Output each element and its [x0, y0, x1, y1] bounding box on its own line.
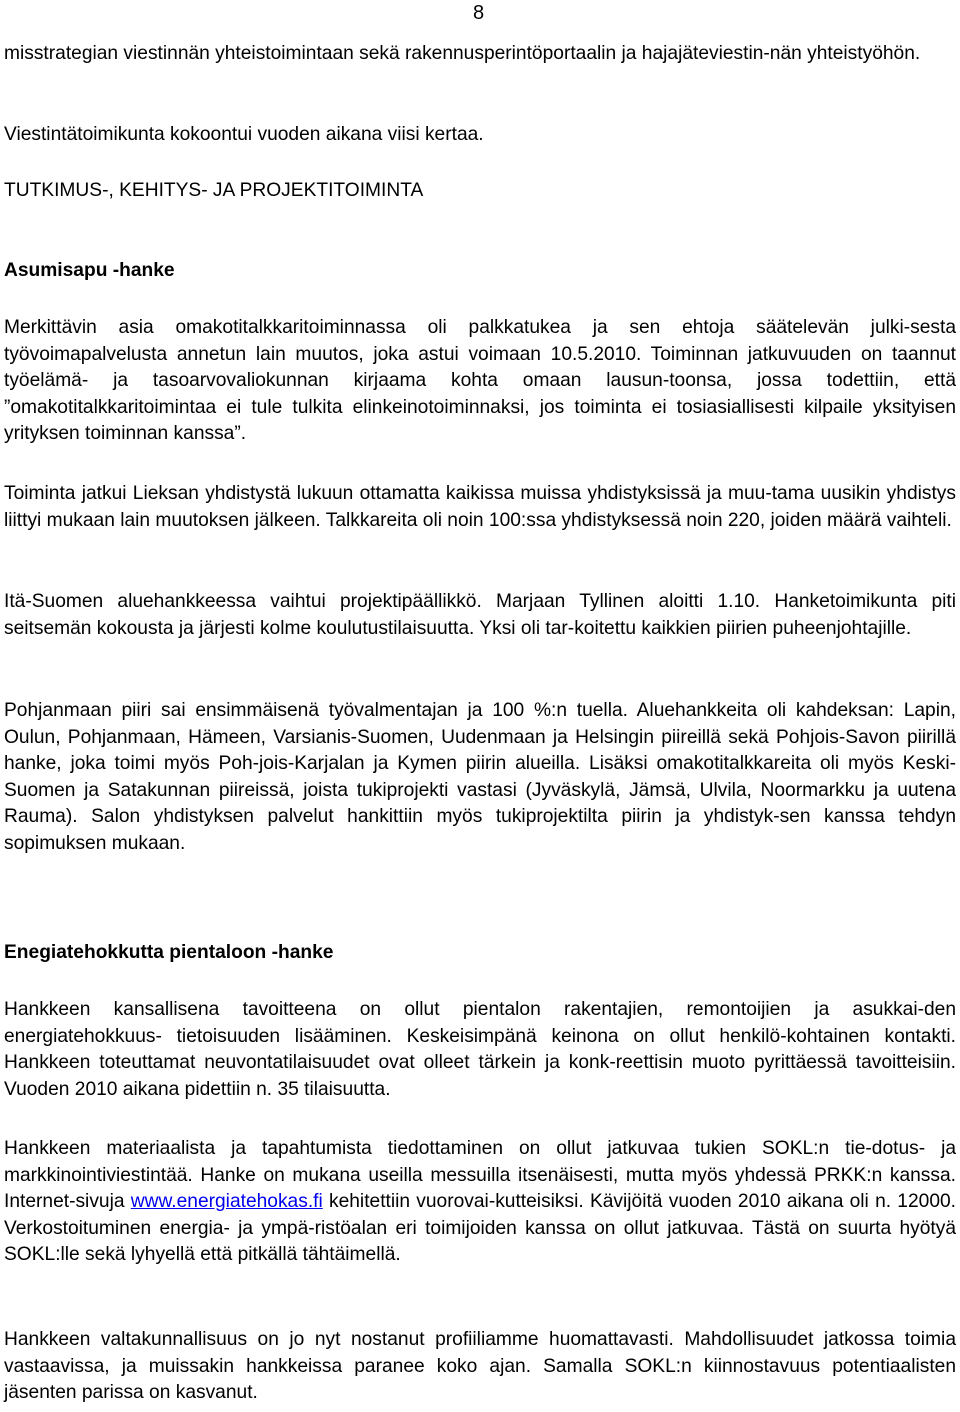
energia-title: Enegiatehokkutta pientaloon -hanke: [4, 942, 334, 963]
asumisapu-paragraph: Pohjanmaan piiri sai ensimmäisenä työvalmentajan ja 100 %:n tuella. Aluehankkeita oli kahdeksan: Lapin, Oulun, Pohjanmaan, Hämeen, Varsianis-Suomen, Uudenmaan ja Helsingin piireillä sekä Pohjois-Savon piirillä hanke, joka toimi myös Poh-jois-Karjalan ja Kymen piirin alueilla. Lisäksi omakotitalkkareita oli myös Keski-Suomen ja Satakunnan piireissä, joista tukiprojekti vastasi (Jyväskylä, Jämsä, Ulvila, Noormarkku ja uutena Rauma). Salon yhdistyksen palvelut hankittiin myös tukiprojektilta piirin ja yhdistyk-sen kanssa tehdyn sopimuksen mukaan.: [4, 700, 956, 854]
intro-paragraph: Viestintätoimikunta kokoontui vuoden aikana viisi kertaa.: [4, 124, 484, 145]
energia-paragraph: [4, 1136, 956, 1269]
asumisapu-paragraph: Toiminta jatkui Lieksan yhdistystä lukuun ottamatta kaikissa muissa yhdistyksissä ja muu-tama uusikin yhdistys liittyi mukaan lain muutoksen jälkeen. Talkkareita oli noin 100:ssa yhdistyksessä noin 220, joiden määrä vaihteli.: [4, 483, 956, 531]
energia-paragraph: Hankkeen valtakunnallisuus on jo nyt nostanut profiiliamme huomattavasti. Mahdollisuudet jatkossa toimia vastaavissa, ja muissakin hankkeissa paranee koko ajan. Samalla SOKL:n kiinnostavuus potentiaalisten jäsenten parissa on kasvanut.: [4, 1329, 956, 1404]
energia-text: Hankkeen materiaalista ja tapahtumista tiedottaminen on ollut jatkuvaa tukien SOKL:n tie-dotus- ja markkinointiviestintää. Hanke on mukana useilla messuilla itsenäisesti, mutta myös yhdessä PRKK:n kanssa. Internet-sivuja: [4, 1138, 956, 1213]
asumisapu-title: Asumisapu -hanke: [4, 260, 175, 281]
intro-paragraph: misstrategian viestinnän yhteistoimintaan sekä rakennusperintöportaalin ja hajajäteviestin-nän yhteistyöhön.: [4, 43, 921, 64]
asumisapu-paragraph: Merkittävin asia omakotitalkkaritoiminnassa oli palkkatukea ja sen ehtoja säätelevän julki-sesta työvoimapalvelusta annetun lain muutos, joka astui voimaan 10.5.2010. Toiminnan jatkuvuuden on taannut työelämä- ja tasoarvovaliokunnan kirjaama kohta omaan lausun-toonsa, jossa todettiin, että ”omakotitalkkaritoimintaa ei tule tulkita elinkeinotoiminnaksi, jos toiminta ei tosiasiallisesti kilpaile yksityisen yrityksen toiminnan kanssa”.: [4, 317, 956, 445]
asumisapu-paragraph: Itä-Suomen aluehankkeessa vaihtui projektipäällikkö. Marjaan Tyllinen aloitti 1.10. Hanketoimikunta piti seitsemän kokousta ja järjesti kolme koulutustilaisuutta. Yksi oli tar-koitettu kaikkien piirien puheenjohtajille.: [4, 591, 956, 639]
energia-paragraph: Hankkeen kansallisena tavoitteena on ollut pientalon rakentajien, remontoijien ja asukkai-den energiatehokkuus- tietoisuuden lisääminen. Keskeisimpänä keinona on ollut henkilö-kohtainen kontakti. Hankkeen toteuttamat neuvontatilaisuudet ovat olleet tärkein ja konk-reettisin muoto pyrittäessä tavoitteisiin. Vuoden 2010 aikana pidettiin n. 35 tilaisuutta.: [4, 999, 956, 1100]
page-number: 8: [473, 2, 485, 24]
energia-text: kehitettiin vuorovai-kutteisiksi. Kävijöitä vuoden 2010 aikana oli n. 12000. Verkostoituminen energia- ja ympä-ristöalan eri toimijoiden kanssa on ollut jatkuvaa. Tästä on suurta hyötyä SOKL:lle sekä lyhyellä että pitkällä tähtäimellä.: [4, 1191, 956, 1266]
section-heading: TUTKIMUS-, KEHITYS- JA PROJEKTITOIMINTA: [4, 180, 424, 201]
energiatehokas-link[interactable]: www.energiatehokas.fi: [130, 1191, 323, 1213]
